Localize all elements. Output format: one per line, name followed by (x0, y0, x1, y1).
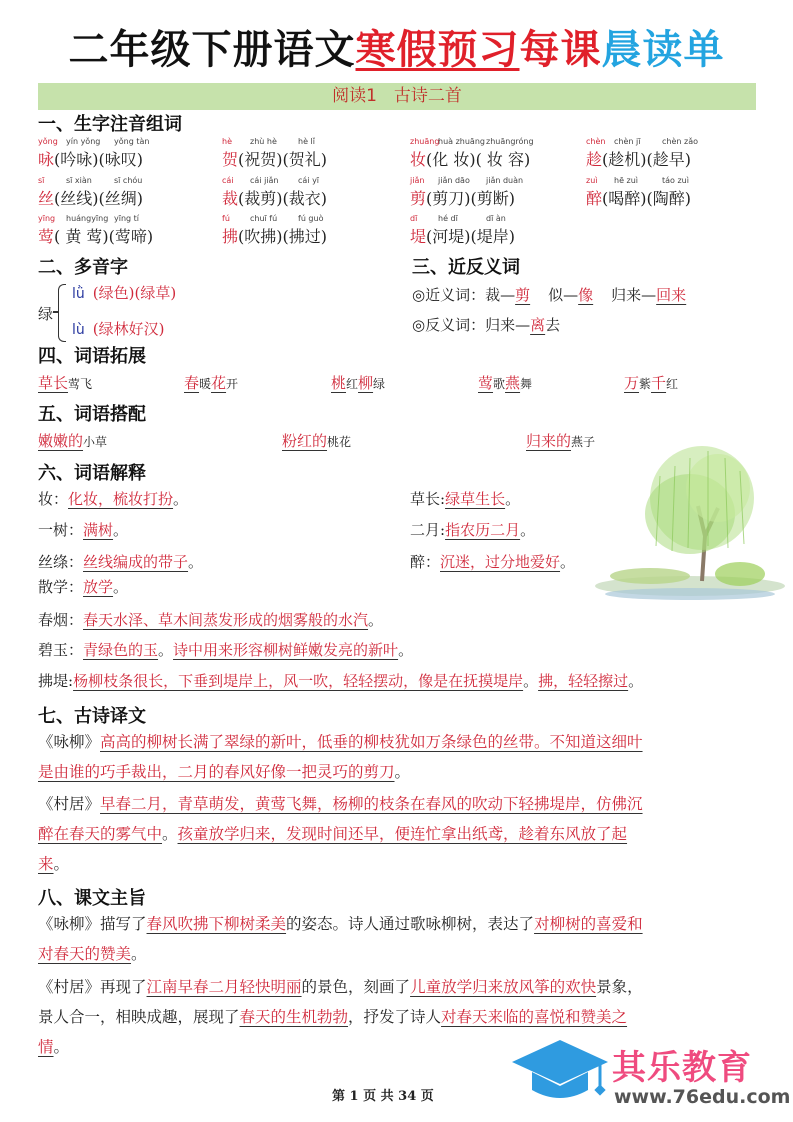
polyphonic-char: 绿 (38, 305, 54, 323)
word-group: ( 黄 莺)(莺啼) (54, 227, 154, 246)
char-words (38, 147, 143, 170)
definition-term: 二月: (410, 521, 446, 539)
poem-translation-1 (38, 727, 758, 787)
new-char: 拂 (222, 227, 239, 246)
idiom-char: 暖 (199, 377, 212, 391)
period: 。 (520, 521, 536, 539)
word-group: (祝贺)(贺礼) (238, 150, 327, 169)
period: 。 (628, 672, 644, 690)
new-char: 妆 (410, 150, 427, 169)
definition-item (38, 609, 383, 630)
section2-heading: 二、多音字 (38, 257, 128, 278)
pinyin: táo zuì (662, 176, 689, 185)
reading-word: (绿草) (134, 284, 177, 302)
collocation-item (38, 430, 107, 451)
period: 。 (131, 945, 147, 963)
char-item (222, 176, 402, 216)
pinyin: dī (410, 214, 418, 223)
translation-text: 高高的柳树长满了翠绿的新叶，低垂的柳枝犹如万条绿色的丝带。不知道这细叶 (100, 733, 643, 751)
title-red-underlined-part: 寒假预习 (355, 27, 520, 73)
pinyin: hè (222, 137, 232, 146)
char-words (586, 186, 691, 209)
antonyms-row (412, 314, 560, 335)
char-item (410, 214, 590, 254)
section5-heading: 五、词语搭配 (38, 404, 146, 425)
word-group: (吟咏)(咏叹) (54, 150, 143, 169)
char-words (38, 186, 143, 209)
pinyin: yīng tí (114, 214, 140, 223)
title-red-part: 每课 (519, 27, 602, 73)
text: 景人合一，相映成趣，展现了 (38, 1008, 240, 1026)
reading-pinyin: lù (72, 322, 85, 338)
pinyin: sī (38, 176, 45, 185)
definition-text: 绿草生长 (445, 490, 506, 508)
new-char: 咏 (38, 150, 55, 169)
word-group: (趁机)(趁早) (602, 150, 691, 169)
antonyms-label: ◎反义词： (412, 316, 486, 334)
reading-row (72, 282, 176, 303)
char-item (38, 176, 218, 216)
char-item (222, 137, 402, 177)
reading-word: (绿色) (92, 284, 135, 302)
definition-text: 青绿色的玉 (83, 641, 159, 659)
definition-item (38, 551, 203, 572)
period: 。 (173, 490, 189, 508)
new-char: 莺 (38, 227, 55, 246)
brand-url: www.76edu.com (614, 1086, 791, 1108)
definition-text: 诗中用来形容柳树鲜嫩发亮的新叶 (173, 641, 399, 659)
synonyms-label: ◎近义词： (412, 286, 486, 304)
reading-word: (绿林好汉) (92, 320, 165, 338)
char-words (586, 147, 691, 170)
definition-item (38, 639, 413, 660)
idiom-char: 莺飞 (68, 377, 93, 391)
pinyin: zhuāng (410, 137, 440, 146)
theme-paragraph-1 (38, 909, 758, 969)
char-words (38, 224, 153, 247)
new-char: 丝 (38, 189, 55, 208)
char-words (410, 224, 515, 247)
pinyin: dī àn (486, 214, 506, 223)
answer: 儿童放学归来放风筝的欢快 (410, 978, 597, 996)
char-item (586, 137, 766, 177)
period: 。 (53, 1038, 70, 1056)
section3-heading: 三、近反义词 (412, 257, 520, 278)
period: 。 (398, 641, 414, 659)
title-black-part: 二年级下册语文 (68, 27, 356, 73)
new-char: 贺 (222, 150, 239, 169)
answer: 对春天来临的喜悦和赞美之 (441, 1008, 628, 1026)
collocation-noun: 桃花 (327, 435, 352, 449)
new-char: 裁 (222, 189, 239, 208)
definition-term: 妆： (38, 490, 69, 508)
idiom-answer: 桃 (331, 374, 347, 392)
pinyin: chèn jī (614, 137, 641, 146)
poem-title: 《咏柳》 (38, 733, 101, 751)
translation-text: 孩童放学归来，发现时间还早，便连忙拿出纸鸢，趁着东风放了起 (177, 825, 628, 843)
brand-logo (510, 1036, 793, 1118)
page-title (0, 26, 793, 74)
pinyin: cái jiǎn (250, 176, 279, 185)
period: 。 (505, 490, 521, 508)
answer: 江南早春二月轻快明丽 (146, 978, 302, 996)
char-item (410, 176, 590, 216)
synonym-answer: 剪 (515, 286, 531, 304)
translation-text: 早春二月，青草萌发，黄莺飞舞，杨柳的枝条在春风的吹动下轻拂堤岸，仿佛沉 (100, 795, 643, 813)
word-group: (吹拂)(拂过) (238, 227, 327, 246)
word-group: (裁剪)(裁衣) (238, 189, 327, 208)
collocation-noun: 燕子 (571, 435, 596, 449)
polyphonic-block (38, 284, 238, 344)
definition-text: 指农历二月 (445, 521, 521, 539)
pinyin: cái (222, 176, 234, 185)
pinyin: zhù hè (250, 137, 277, 146)
idiom-char: 开 (226, 377, 239, 391)
char-item (586, 176, 766, 216)
collocation-item (526, 430, 595, 451)
definition-text: 满树 (83, 521, 114, 539)
idiom-item (478, 372, 532, 393)
pinyin: hè lǐ (298, 137, 315, 146)
definition-item (38, 519, 128, 540)
idiom-answer: 柳 (358, 374, 374, 392)
definition-text: 春天水泽、草木间蒸发形成的烟雾般的水汽 (83, 611, 369, 629)
willow-tree-illustration (590, 436, 790, 604)
brace-icon (58, 284, 66, 342)
translation-text: 是由谁的巧手裁出，二月的春风好像一把灵巧的剪刀 (38, 763, 395, 781)
synonym-answer: 像 (578, 286, 594, 304)
pinyin: sī chóu (114, 176, 143, 185)
pinyin: chuī fú (250, 214, 278, 223)
pinyin: sī xiàn (66, 176, 92, 185)
collocation-answer: 粉红的 (282, 432, 328, 450)
char-words (410, 186, 515, 209)
pinyin: yīng (38, 214, 56, 223)
lesson-banner: 阅读1 古诗二首 (38, 83, 756, 110)
poem-title: 《村居》 (38, 795, 101, 813)
definition-item (410, 519, 535, 540)
word-group: (喝醉)(陶醉) (602, 189, 691, 208)
pinyin: jiǎn duàn (486, 176, 524, 185)
antonym-word: 归来— (485, 316, 531, 334)
pinyin: yín yǒng (66, 137, 101, 146)
definition-text: 放学 (83, 578, 114, 596)
period: 。 (560, 553, 576, 571)
idiom-item (184, 372, 238, 393)
definition-term: 碧玉： (38, 641, 84, 659)
definition-text: 沉迷，过分地爱好 (440, 553, 561, 571)
word-group: (剪刀)(剪断) (426, 189, 515, 208)
definition-text: 化妆，梳妆打扮 (68, 490, 174, 508)
char-item (222, 214, 402, 254)
period: 。 (188, 553, 204, 571)
antonym-answer: 离 (530, 316, 546, 334)
poem-translation-2 (38, 789, 758, 879)
char-words (410, 147, 530, 170)
char-words (222, 147, 327, 170)
collocation-item (282, 430, 351, 451)
idiom-answer: 草长 (38, 374, 69, 392)
pinyin: zuì (586, 176, 598, 185)
text: 景象， (596, 978, 643, 996)
pinyin: huà zhuāng (438, 137, 485, 146)
period: 。 (158, 641, 174, 659)
period: 。 (162, 825, 178, 843)
definition-term: 一树： (38, 521, 84, 539)
pinyin: hé dī (438, 214, 458, 223)
definition-item (38, 576, 128, 597)
idiom-answer: 莺 (478, 374, 494, 392)
period: 。 (368, 611, 384, 629)
idiom-answer: 燕 (505, 374, 521, 392)
text: 的姿态。诗人通过歌咏柳树，表达了 (286, 915, 535, 933)
collocation-answer: 嫩嫩的 (38, 432, 84, 450)
word-group: (化 妆)( 妆 容) (426, 150, 531, 169)
char-words (222, 224, 327, 247)
definition-term: 拂堤: (38, 672, 74, 690)
pinyin: yǒng (38, 137, 58, 146)
section6-heading: 六、词语解释 (38, 463, 146, 484)
definition-item (38, 488, 188, 509)
idiom-char: 绿 (373, 377, 386, 391)
section4-heading: 四、词语拓展 (38, 346, 146, 367)
definition-term: 丝绦： (38, 553, 84, 571)
new-char: 堤 (410, 227, 427, 246)
period: 。 (113, 578, 129, 596)
graduation-cap-icon (510, 1036, 610, 1106)
definition-term: 春烟： (38, 611, 84, 629)
answer: 春天的生机勃勃 (239, 1008, 349, 1026)
pinyin: chèn zǎo (662, 137, 698, 146)
definition-term: 散学： (38, 578, 84, 596)
idiom-item (331, 372, 385, 393)
synonym-word: 裁— (485, 286, 516, 304)
definition-item (410, 488, 520, 509)
text: ，抒发了诗人 (348, 1008, 442, 1026)
section7-heading: 七、古诗译文 (38, 706, 146, 727)
definition-term: 醉： (410, 553, 441, 571)
pinyin: huángyīng (66, 214, 109, 223)
char-words (222, 186, 327, 209)
section8-heading: 八、课文主旨 (38, 888, 146, 909)
pinyin: zhuāngróng (486, 137, 534, 146)
pinyin: jiǎn dāo (438, 176, 470, 185)
reading-row (72, 318, 164, 339)
idiom-char: 红 (666, 377, 679, 391)
pinyin: fú (222, 214, 230, 223)
text: 再现了 (100, 978, 147, 996)
text: 的景色，刻画了 (301, 978, 411, 996)
idiom-char: 红 (346, 377, 359, 391)
page-number: 第 1 页 共 34 页 (332, 1089, 434, 1104)
word-group: (丝线)(丝绸) (54, 189, 143, 208)
definition-text: 丝线编成的带子 (83, 553, 189, 571)
answer: 对春天的赞美 (38, 945, 132, 963)
pinyin: hē zuì (614, 176, 639, 185)
pinyin: yǒng tàn (114, 137, 150, 146)
poem-title: 《村居》 (38, 978, 101, 996)
idiom-answer: 万 (624, 374, 640, 392)
brand-name: 其乐教育 (612, 1048, 752, 1088)
idiom-item (38, 372, 92, 393)
definition-term: 草长: (410, 490, 446, 508)
char-item (410, 137, 590, 177)
idiom-answer: 春 (184, 374, 200, 392)
period: 。 (523, 672, 539, 690)
collocation-answer: 归来的 (526, 432, 572, 450)
pinyin: fú guò (298, 214, 324, 223)
period: 。 (53, 855, 70, 873)
collocation-noun: 小草 (83, 435, 108, 449)
title-blue-part: 晨读单 (601, 27, 725, 73)
synonyms-row (412, 284, 686, 305)
pinyin: jiǎn (410, 176, 425, 185)
definition-text: 拂，轻轻擦过 (538, 672, 629, 690)
new-char: 剪 (410, 189, 427, 208)
idiom-answer: 花 (211, 374, 227, 392)
char-item (38, 214, 218, 254)
section1-heading: 一、生字注音组词 (38, 114, 182, 135)
definition-text: 杨柳枝条很长，下垂到堤岸上，风一吹，轻轻摆动，像是在抚摸堤岸 (73, 672, 524, 690)
text: 描写了 (100, 915, 147, 933)
idiom-char: 歌 (493, 377, 506, 391)
synonym-word: 归来— (611, 286, 657, 304)
period: 。 (394, 763, 411, 781)
reading-pinyin: lǜ (72, 286, 85, 302)
idiom-item (624, 372, 678, 393)
definition-item (410, 551, 575, 572)
antonym-suffix: 去 (545, 316, 561, 334)
answer: 对柳树的喜爱和 (534, 915, 643, 933)
translation-text: 醉在春天的雾气中 (38, 825, 163, 843)
new-char: 醉 (586, 189, 603, 208)
word-group: (河堤)(堤岸) (426, 227, 515, 246)
translation-text: 来 (38, 855, 54, 873)
idiom-char: 舞 (520, 377, 533, 391)
new-char: 趁 (586, 150, 603, 169)
answer: 春风吹拂下柳树柔美 (146, 915, 287, 933)
idiom-answer: 千 (651, 374, 667, 392)
synonym-answer: 回来 (656, 286, 687, 304)
period: 。 (113, 521, 129, 539)
idiom-char: 紫 (639, 377, 652, 391)
char-item (38, 137, 218, 177)
synonym-word: 似— (548, 286, 579, 304)
pinyin: chèn (586, 137, 606, 146)
pinyin: cái yī (298, 176, 320, 185)
definition-item (38, 670, 643, 691)
answer: 情 (38, 1038, 54, 1056)
poem-title: 《咏柳》 (38, 915, 101, 933)
